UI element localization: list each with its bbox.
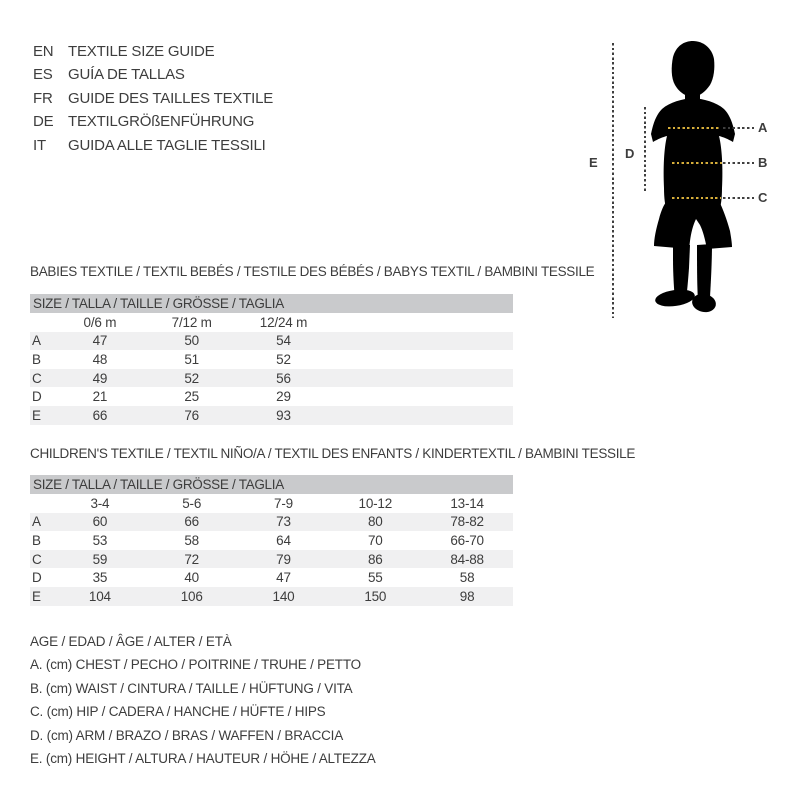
language-row xyxy=(33,87,273,110)
table-cell: 72 xyxy=(184,551,199,567)
table-row xyxy=(30,568,513,587)
table-cell: 58 xyxy=(184,532,199,548)
legend-item: A. (cm) CHEST / PECHO / POITRINE / TRUHE / PETTO xyxy=(30,657,361,673)
table-row xyxy=(30,531,513,550)
table-cell: 35 xyxy=(92,570,108,586)
row-label: E xyxy=(32,407,41,423)
babies-size-bar: SIZE / TALLA / TAILLE / GRÖSSE / TAGLIA xyxy=(30,294,513,313)
row-label: D xyxy=(32,389,42,405)
language-code: EN xyxy=(33,43,54,60)
table-cell: 60 xyxy=(92,514,108,530)
table-cell: 80 xyxy=(367,514,383,530)
table-cell: 76 xyxy=(184,407,199,423)
legend-item: B. (cm) WAIST / CINTURA / TAILLE / HÜFTUNG / VITA xyxy=(30,680,353,696)
measurement-legend-items xyxy=(30,653,376,770)
column-header: 7/12 m xyxy=(171,314,212,330)
waist-line-b-leader xyxy=(723,162,754,164)
table-column-header-row xyxy=(30,494,513,513)
column-header: 0/6 m xyxy=(83,314,117,330)
table-cell: 93 xyxy=(276,407,291,423)
table-cell: 73 xyxy=(276,514,291,530)
table-cell: 64 xyxy=(276,532,291,548)
children-section-heading: CHILDREN'S TEXTILE / TEXTIL NIÑO/A / TEXTIL DES ENFANTS / KINDERTEXTIL / BAMBINI TESSILE xyxy=(30,446,636,461)
language-code: DE xyxy=(33,113,54,131)
table-cell: 50 xyxy=(184,333,199,349)
language-title: TEXTILE SIZE GUIDE xyxy=(68,43,215,60)
table-cell: 70 xyxy=(367,532,383,548)
language-code: ES xyxy=(33,66,53,84)
table-cell: 55 xyxy=(367,570,383,586)
language-row xyxy=(33,110,273,133)
children-size-bar: SIZE / TALLA / TAILLE / GRÖSSE / TAGLIA xyxy=(30,475,513,494)
table-cell: 25 xyxy=(184,389,199,405)
babies-size-table xyxy=(30,313,513,425)
table-cell: 79 xyxy=(276,551,291,567)
measurement-legend xyxy=(30,630,376,770)
table-cell: 66-70 xyxy=(450,532,484,548)
table-cell: 51 xyxy=(184,351,199,367)
table-row xyxy=(30,387,513,406)
column-header: 7-9 xyxy=(274,495,293,511)
table-cell: 140 xyxy=(272,588,295,604)
table-cell: 53 xyxy=(92,532,108,548)
table-cell: 47 xyxy=(92,333,108,349)
babies-section-heading: BABIES TEXTILE / TEXTIL BEBÉS / TESTILE DES BÉBÉS / BABYS TEXTIL / BAMBINI TESSILE xyxy=(30,264,595,279)
table-row xyxy=(30,406,513,425)
column-header: 13-14 xyxy=(450,495,484,511)
hip-line-c xyxy=(672,197,721,199)
language-row xyxy=(33,134,273,157)
table-cell: 150 xyxy=(364,588,387,604)
table-cell: 106 xyxy=(180,588,203,604)
row-label: C xyxy=(32,370,42,386)
row-label: A xyxy=(32,333,41,349)
chest-line-a xyxy=(668,127,720,129)
column-header: 12/24 m xyxy=(259,314,308,330)
table-cell: 48 xyxy=(92,351,108,367)
legend-item: C. (cm) HIP / CADERA / HANCHE / HÜFTE / HIPS xyxy=(30,704,326,720)
arm-line-d xyxy=(644,107,646,193)
legend-item: D. (cm) ARM / BRAZO / BRAS / WAFFEN / BRACCIA xyxy=(30,727,344,743)
children-size-table xyxy=(30,494,513,606)
table-cell: 56 xyxy=(276,370,291,386)
column-header: 10-12 xyxy=(358,495,393,511)
table-cell: 40 xyxy=(184,570,199,586)
waist-line-b xyxy=(672,162,722,164)
silhouette-shapes xyxy=(651,41,735,314)
table-cell: 29 xyxy=(276,389,291,405)
legend-item: E. (cm) HEIGHT / ALTURA / HAUTEUR / HÖHE / ALTEZZA xyxy=(30,751,376,767)
table-cell: 58 xyxy=(459,570,475,586)
table-cell: 66 xyxy=(184,514,199,530)
measure-label-b: B xyxy=(758,155,768,170)
row-label: D xyxy=(32,570,42,586)
table-cell: 78-82 xyxy=(450,514,484,530)
table-cell: 52 xyxy=(184,370,199,386)
table-cell: 84-88 xyxy=(450,551,484,567)
language-title: GUIDE DES TAILLES TEXTILE xyxy=(68,89,274,107)
table-row xyxy=(30,587,513,606)
table-cell: 66 xyxy=(92,407,108,423)
child-silhouette xyxy=(645,40,745,320)
row-label: B xyxy=(32,351,41,367)
table-cell: 21 xyxy=(92,389,108,405)
row-label: B xyxy=(32,532,41,548)
child-measurement-diagram xyxy=(580,35,798,327)
row-label: E xyxy=(32,588,41,604)
table-row xyxy=(30,369,513,388)
column-header: 5-6 xyxy=(182,495,202,511)
measure-label-d: D xyxy=(625,146,635,161)
language-row xyxy=(33,63,273,86)
table-row xyxy=(30,350,513,369)
table-row xyxy=(30,550,513,569)
row-label: C xyxy=(32,551,42,567)
table-row xyxy=(30,332,513,351)
table-cell: 47 xyxy=(276,570,291,586)
table-cell: 59 xyxy=(92,551,108,567)
language-title: TEXTILGRÖßENFÜHRUNG xyxy=(68,113,255,131)
table-cell: 52 xyxy=(276,351,291,367)
hip-line-c-leader xyxy=(723,197,754,199)
column-header: 3-4 xyxy=(90,495,110,511)
language-title: GUIDA ALLE TAGLIE TESSILI xyxy=(68,136,266,154)
language-code: FR xyxy=(33,89,53,107)
language-row xyxy=(33,40,273,63)
table-cell: 104 xyxy=(88,588,111,604)
legend-age-line: AGE / EDAD / ÂGE / ALTER / ETÀ xyxy=(30,634,232,649)
table-row xyxy=(30,513,513,532)
height-line-e xyxy=(612,43,614,318)
table-cell: 54 xyxy=(276,333,291,349)
table-cell: 98 xyxy=(459,588,475,604)
table-column-header-row xyxy=(30,313,513,332)
measure-label-c: C xyxy=(758,190,768,205)
measure-label-a: A xyxy=(758,120,768,135)
table-cell: 49 xyxy=(92,370,108,386)
language-title-list xyxy=(33,40,273,157)
table-cell: 86 xyxy=(367,551,383,567)
chest-line-a-leader xyxy=(723,127,754,129)
measure-label-e: E xyxy=(589,155,598,170)
language-code: IT xyxy=(33,136,46,154)
language-title: GUÍA DE TALLAS xyxy=(68,66,185,84)
row-label: A xyxy=(32,514,41,530)
